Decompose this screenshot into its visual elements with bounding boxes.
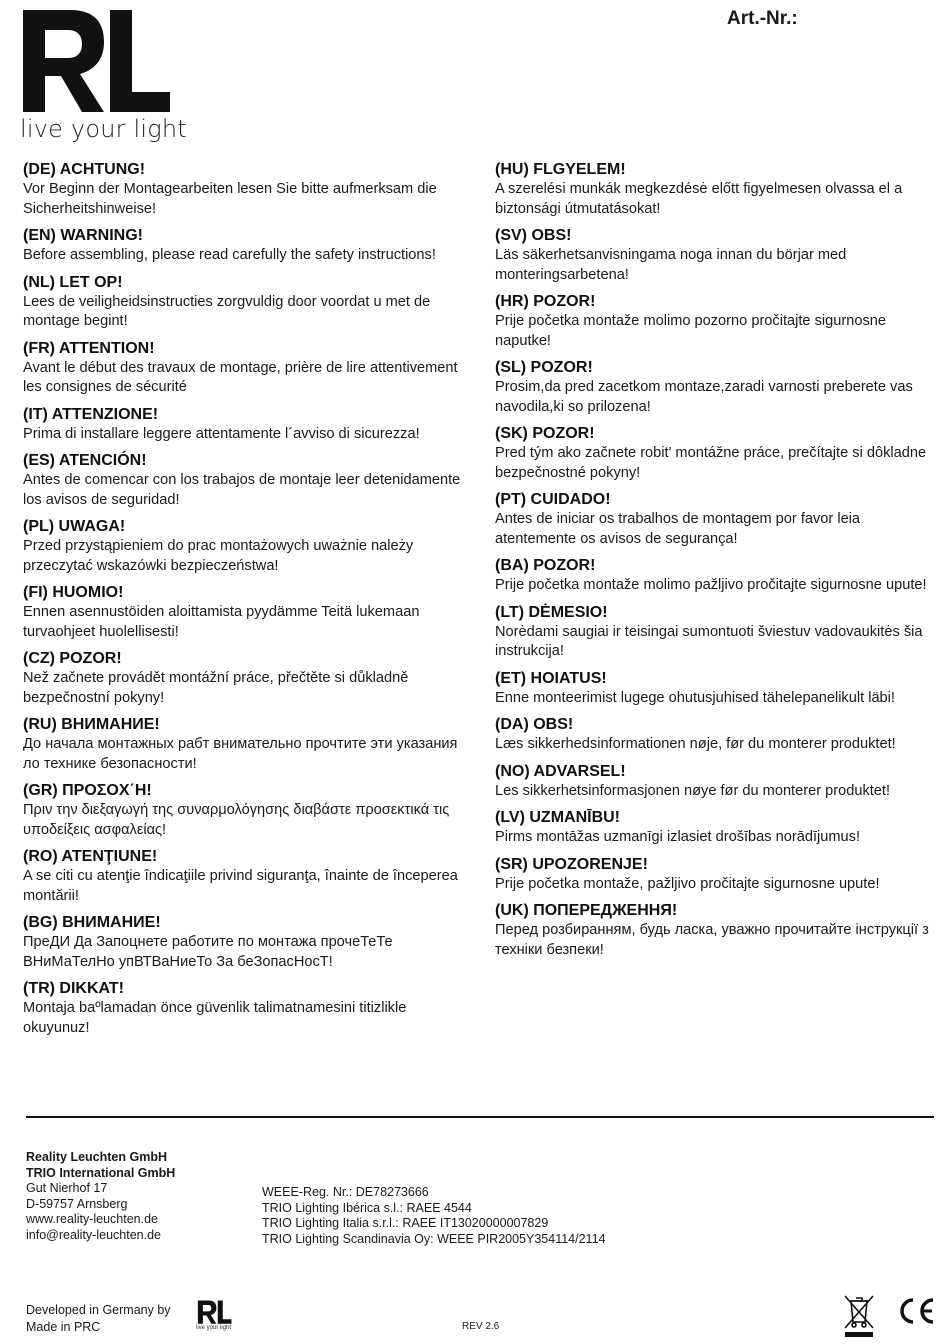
warning-title: (PT) CUIDADO!: [495, 491, 611, 508]
warning-block: [23, 583, 473, 642]
warning-text: Læs sikkerhedsinformationen nøje, før du monterer produktet!: [495, 736, 896, 752]
warning-block: [495, 603, 940, 662]
warning-block: [23, 160, 473, 219]
warning-title: (HU) FLGYELEM!: [495, 161, 626, 178]
weee-line: WEEE-Reg. Nr.: DE78273666: [262, 1185, 429, 1199]
warning-text: Ennen asennustöiden aloittamista pyydämme Teitä lukemaan turvaohjeet huolellisesti!: [23, 604, 420, 640]
warning-block: [495, 669, 940, 709]
warning-title: (LV) UZMANĪBU!: [495, 809, 621, 826]
warning-block: [23, 339, 473, 398]
company-city: D-59757 Arnsberg: [26, 1196, 128, 1211]
warning-block: [495, 556, 940, 596]
warning-block: [23, 715, 473, 774]
warning-block: [23, 273, 473, 332]
warning-text: A szerelési munkák megkezdésė előtt figyelmesen olvassa el a biztonsági útmutatásokat!: [495, 181, 903, 217]
warning-block: [495, 160, 940, 219]
warning-block: [495, 762, 940, 802]
warning-text: Vor Beginn der Montagearbeiten lesen Sie bitte aufmerksam die Sicherheitshinweise!: [23, 181, 437, 217]
warning-text: Než začnete provádět montážní práce, přečtěte si důkladně bezpečnostní pokyny!: [23, 670, 409, 706]
warning-text: Avant le début des travaux de montage, prière de lire attentivement les consignes de sécurité: [23, 359, 458, 395]
weee-crossed-bin-icon: [842, 1292, 876, 1343]
ce-mark-icon: [896, 1296, 936, 1331]
warning-text: Lees de veiligheidsinstructies zorgvuldig door voordat u met de montage begint!: [23, 293, 431, 329]
weee-registrations: [262, 1185, 606, 1247]
warning-text: Antes de iniciar os trabalhos de montagem por favor leia atentemente os avisos de segurança!: [495, 511, 861, 547]
warning-text: До начала монтажных рабт внимательно прочтите эти указания ло технике безопасности!: [23, 736, 458, 772]
warning-text: Prosim,da pred zacetkom montaze,zaradi varnosti preberete vas navodila,ki so prilozena!: [495, 379, 913, 415]
warning-title: (HR) POZOR!: [495, 293, 596, 310]
warning-text: Norėdami saugiai ir teisingai sumontuoti šviestuv vadovaukitės šia instrukcija!: [495, 623, 923, 659]
warning-text: Antes de comencar con los trabajos de montaje leer detenidamente los avisos de seguridad!: [23, 472, 461, 508]
company-address: [26, 1150, 175, 1243]
warning-title: (DE) ACHTUNG!: [23, 161, 146, 178]
warning-block: [23, 781, 473, 840]
warning-title: (GR) ΠΡΟΣΟΧ΄Η!: [23, 782, 152, 799]
warning-block: [495, 901, 940, 960]
warnings-column-right: [495, 160, 940, 967]
developed-in-label: Developed in Germany by: [26, 1303, 171, 1317]
warning-text: Montaja baºlamadan önce güvenlik talimatnamesini titizlikle okuyunuz!: [23, 1000, 407, 1036]
warning-text: Πριν την διεξαγωγή της συναρμολόγησης διαβάστε προσεκτικά τις υποδείξεις ασφαλείας!: [23, 802, 450, 838]
warning-title: (UK) ПОПЕРЕДЖЕННЯ!: [495, 902, 678, 919]
company-street: Gut Nierhof 17: [26, 1181, 108, 1195]
warning-block: [495, 292, 940, 351]
warning-block: [495, 808, 940, 848]
warning-text: Prije početka montaže molimo pozorno pročitajte sigurnosne naputke!: [495, 313, 886, 349]
warning-title: (SL) POZOR!: [495, 359, 593, 376]
warning-title: (DA) OBS!: [495, 716, 574, 733]
warning-title: (SK) POZOR!: [495, 425, 595, 442]
warning-text: Prije početka montaže molimo pažljivo pročitajte sigurnosne upute!: [495, 577, 927, 593]
warning-title: (RO) ATENŢIUNE!: [23, 848, 158, 865]
warning-block: [495, 358, 940, 417]
rl-logo-graphic: [18, 8, 178, 113]
warning-text: A se citi cu atenţie îndicaţiile privind siguranţa, înainte de începerea montării!: [23, 868, 458, 904]
warning-block: [495, 715, 940, 755]
warning-text: Prije početka montaže, pažljivo pročitajte sigurnosne upute!: [495, 875, 880, 892]
warning-title: (TR) DIKKAT!: [23, 980, 125, 997]
warning-title: (LT) DĖMESIO!: [495, 603, 608, 621]
warning-text: Pred tým ako začnete robit' montážne práce, prečítajte si dôkladne bezpečnostné pokyny!: [495, 445, 927, 481]
warning-block: [23, 517, 473, 576]
warning-title: (FR) ATTENTION!: [23, 339, 155, 357]
divider-line: [26, 1116, 934, 1118]
warning-block: [495, 226, 940, 285]
warning-title: (PL) UWAGA!: [23, 518, 126, 535]
warning-text: Enne monteerimist lugege ohutusjuhised tähelepanelikult läbi!: [495, 689, 895, 706]
warning-text: Before assembling, please read carefully the safety instructions!: [23, 247, 436, 263]
warning-title: (EN) WARNING!: [23, 227, 143, 244]
warning-text: Pirms montāžas uzmanīgi izlasiet drošības norādījumus!: [495, 829, 860, 845]
warning-block: [23, 979, 473, 1038]
warning-text: Перед розбиранням, будь ласка, уважно прочитайте інструкції з техніки безпеки!: [495, 922, 929, 958]
warning-title: (RU) ВНИМАНИЕ!: [23, 716, 160, 733]
origin-info: [26, 1302, 171, 1336]
brand-logo: [18, 8, 198, 113]
warning-title: (BG) ВНИМАНИЕ!: [23, 914, 161, 931]
small-brand-tagline: live your light: [196, 1325, 232, 1331]
company-website: www.reality-leuchten.de: [26, 1212, 159, 1226]
warning-title: (CZ) POZOR!: [23, 650, 122, 667]
warnings-column-left: [23, 160, 473, 1045]
warning-text: Läs säkerhetsanvisningama noga innan du börjar med monteringsarbetena!: [495, 247, 847, 283]
rl-small-logo-graphic: [196, 1300, 234, 1324]
warning-title: (NL) LET OP!: [23, 273, 123, 291]
warning-block: [23, 451, 473, 510]
warning-title: (FI) HUOMIO!: [23, 584, 124, 601]
warning-title: (SR) UPOZORENJE!: [495, 855, 648, 873]
warning-title: (NO) ADVARSEL!: [495, 762, 626, 780]
warning-block: [495, 424, 940, 483]
warning-title: (IT) ATTENZIONE!: [23, 405, 159, 423]
warning-title: (ES) ATENCIÓN!: [23, 452, 147, 469]
warning-block: [23, 405, 473, 445]
warning-block: [23, 649, 473, 708]
warning-block: [23, 226, 473, 266]
warning-block: [23, 913, 473, 972]
warning-block: [495, 855, 940, 895]
company-email: info@reality-leuchten.de: [26, 1227, 161, 1242]
warning-block: [495, 490, 940, 549]
warning-text: Les sikkerhetsinformasjonen nøye før du monterer produktet!: [495, 782, 891, 799]
brand-tagline: live your light: [20, 115, 187, 143]
article-number-label: Art.-Nr.:: [727, 8, 798, 29]
warning-title: (SV) OBS!: [495, 227, 572, 244]
warning-text: Przed przystąpieniem do prac montażowych uważnie należy przeczytać wskazówki bezpieczeństwa!: [23, 538, 414, 574]
company-name: Reality Leuchten GmbH: [26, 1150, 167, 1164]
weee-line: TRIO Lighting Scandinavia Oy: WEEE PIR2005Y354114/2114: [262, 1231, 606, 1246]
warning-title: (ET) HOIATUS!: [495, 669, 607, 687]
weee-line: TRIO Lighting Ibérica s.l.: RAEE 4544: [262, 1200, 472, 1215]
warning-block: [23, 847, 473, 906]
company-name-secondary: TRIO International GmbH: [26, 1165, 176, 1180]
warning-text: Prima di installare leggere attentamente l´avviso di sicurezza!: [23, 425, 420, 442]
warning-title: (BA) POZOR!: [495, 557, 596, 574]
made-in-label: Made in PRC: [26, 1320, 101, 1334]
revision-label: REV 2.6: [462, 1321, 500, 1332]
warning-text: ПреДИ Да Запоцнете работите по монтажа прочеТеТе ВНиМаТелНо упВТВаНиеТо За беЗопасНосТ!: [23, 934, 393, 970]
weee-line: TRIO Lighting Italia s.r.l.: RAEE IT13020000007829: [262, 1216, 549, 1230]
